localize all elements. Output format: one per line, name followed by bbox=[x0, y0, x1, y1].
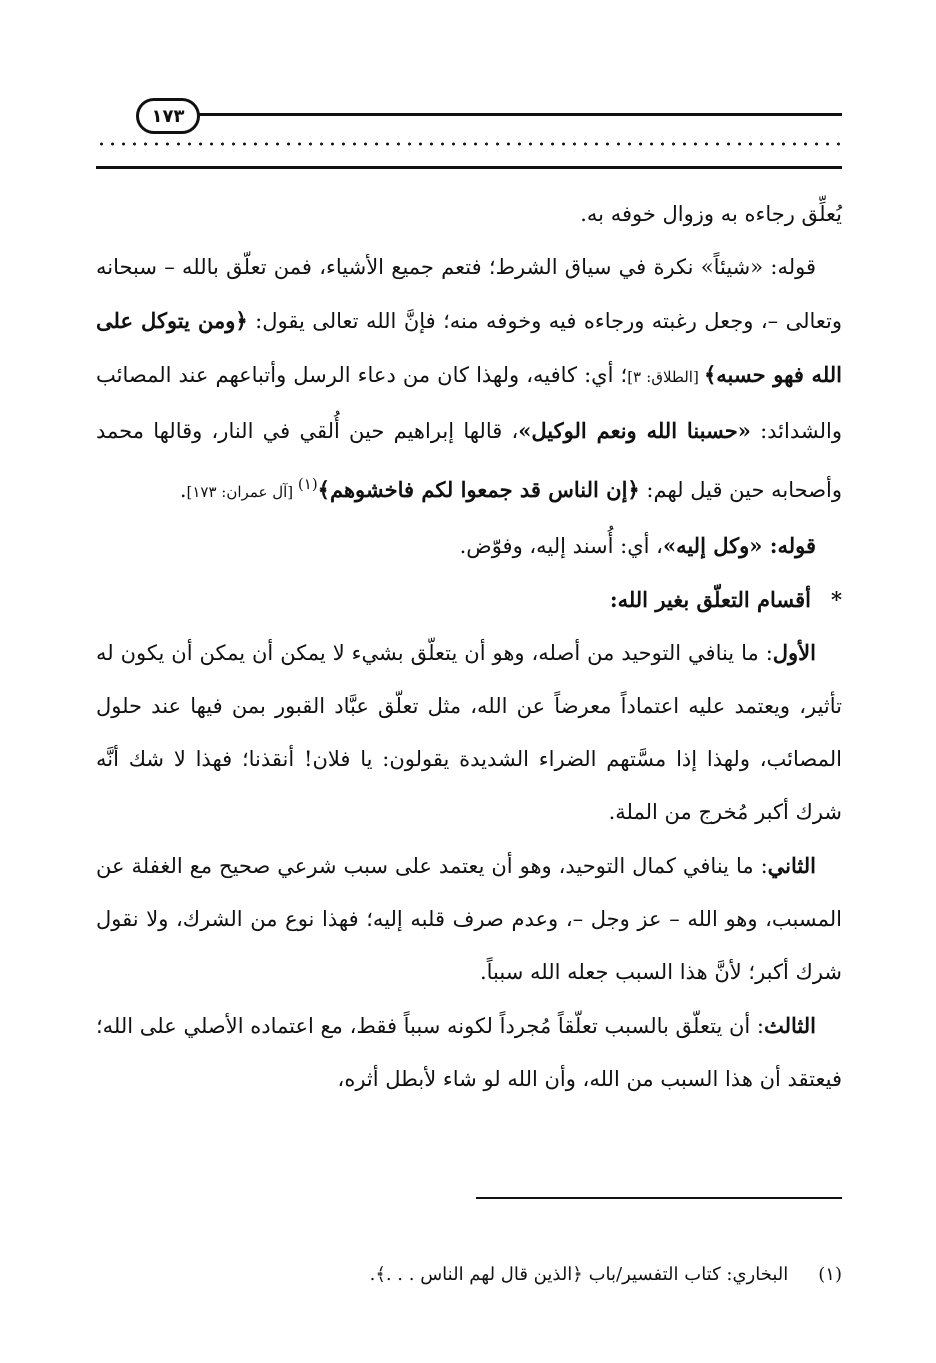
verse-reference: [الطلاق: ٣] bbox=[627, 368, 704, 386]
footnote-separator bbox=[476, 1197, 842, 1199]
paragraph-3: قوله: «وكل إليه»، أي: أُسند إليه، وفوّض. bbox=[459, 533, 816, 558]
paragraph-1: يُعلِّق رجاءه به وزوال خوفه به. bbox=[580, 202, 842, 226]
footnote-number: (١) bbox=[818, 1264, 842, 1285]
main-text bbox=[96, 188, 842, 1106]
paragraph-third-type: الثالث: أن يتعلّق بالسبب تعلّقاً مُجرداً لكونه سبباً فقط، مع اعتماده الأصلي على الله؛ فيعتقد أن هذا السبب من الله، وأن الله لو شاء لأبطل أثره، bbox=[96, 1013, 842, 1091]
verse-reference-2: [آل عمران: ١٧٣] bbox=[186, 483, 298, 501]
paragraph-2: قوله: «شيئاً» نكرة في سياق الشرط؛ فتعم جميع الأشياء، فمن تعلّق بالله – سبحانه وتعالى –، وجعل رغبته ورجاءه فيه وخوفه منه؛ فإنَّ الله تعالى يقول: ﴿ومن يتوكل على الله فهو حسبه﴾ [الطلاق: ٣]؛ أي: كافيه، ولهذا كان من دعاء الرسل وأتباعهم عند المصائب والشدائد: «حسبنا الله ونعم الوكيل»، قالها إبراهيم حين أُلقي في النار، وقالها محمد وأصحابه حين قيل لهم: ﴿إن الناس قد جمعوا لكم فاخشوهم﴾$^{(١)}$ [آل عمران: ١٧٣]. bbox=[96, 255, 842, 502]
quran-quote: ﴿ومن يتوكل على الله فهو حسبه﴾ bbox=[96, 308, 842, 387]
footnote-marker: (١) bbox=[297, 475, 318, 493]
dua-quote: «حسبنا الله ونعم الوكيل» bbox=[518, 418, 751, 443]
page-number-badge bbox=[136, 98, 200, 134]
section-heading: *أقسام التعلّق بغير الله: bbox=[96, 573, 842, 626]
header-top-rule bbox=[196, 113, 842, 116]
paragraph-first-type: الأول: ما ينافي التوحيد من أصله، وهو أن يتعلّق بشيء لا يمكن أن يمكن أن يكون له تأثير، ويعتمد عليه اعتماداً معرضاً عن الله، مثل تعلّق عبَّاد القبور بمن فيها عند حلول المصائب، ولهذا إذا مسَّتهم الضراء الشديدة يقولون: يا فلان! أنقذنا؛ فهذا لا شك أنَّه شرك أكبر مُخرج من الملة. bbox=[96, 640, 842, 824]
header-bottom-rule bbox=[96, 166, 842, 169]
page-number: ١٧٣ bbox=[151, 105, 185, 127]
paragraph-second-type: الثاني: ما ينافي كمال التوحيد، وهو أن يعتمد على سبب شرعي صحيح مع الغفلة عن المسبب، وهو الله – عز وجل –، وعدم صرف قلبه إليه؛ فهذا نوع من الشرك، ولا نقول شرك أكبر؛ لأنَّ هذا السبب جعله الله سبباً. bbox=[96, 853, 842, 984]
star-icon: * bbox=[831, 587, 842, 612]
quran-quote-2: ﴿إن الناس قد جمعوا لكم فاخشوهم﴾ bbox=[317, 477, 640, 502]
footnote bbox=[96, 1260, 842, 1290]
footnote-text: البخاري: كتاب التفسير/باب ﴿الذين قال لهم الناس . . .﴾. bbox=[369, 1264, 789, 1285]
page-header bbox=[96, 92, 842, 172]
header-dotted-rule bbox=[96, 142, 842, 146]
